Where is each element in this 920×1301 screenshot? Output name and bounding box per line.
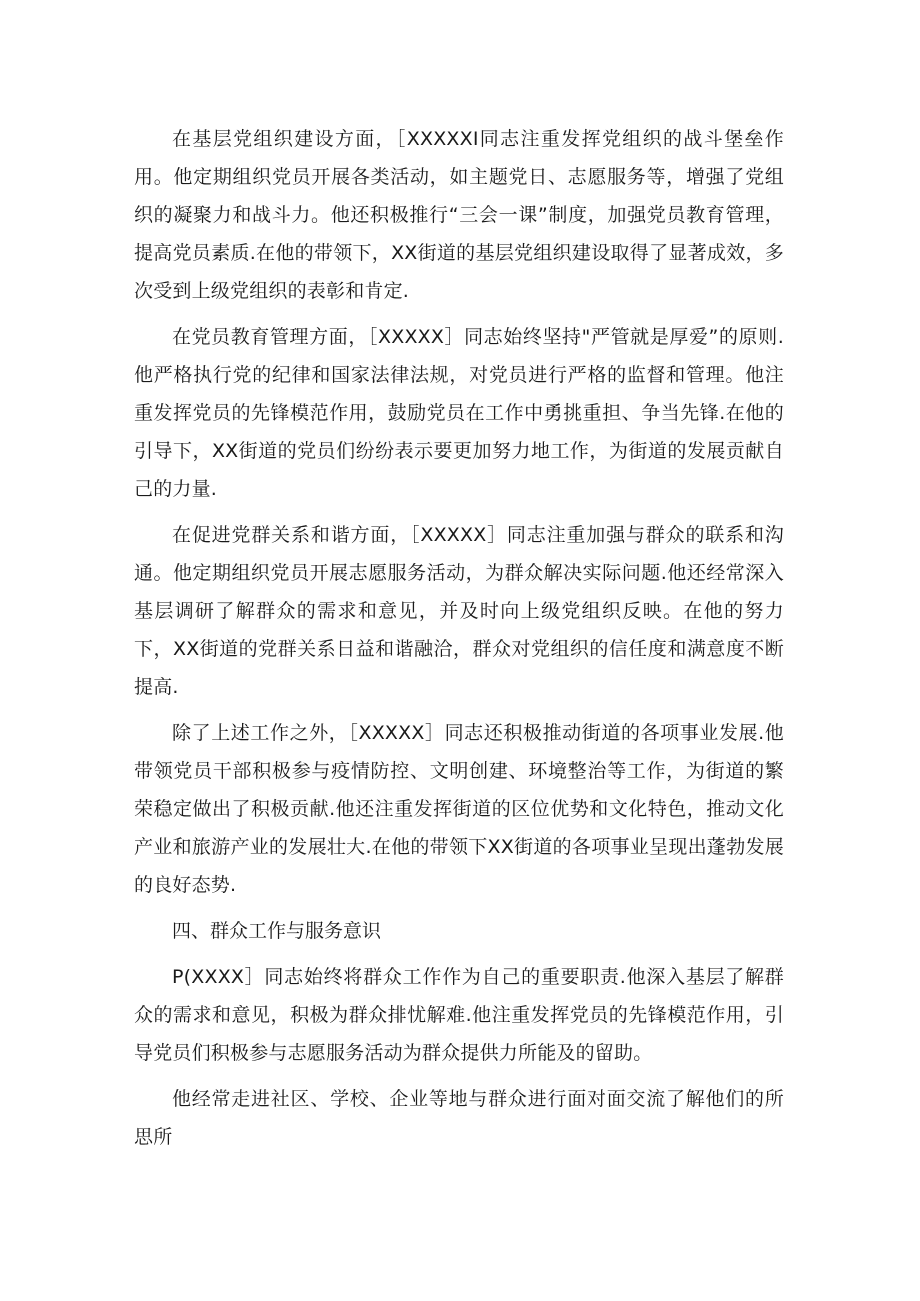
document-body	[134, 120, 784, 1164]
paragraph-mass-work: P(XXXX］同志始终将群众工作作为自己的重要职责.他深入基层了解群众的需求和意见，积极为群众排忧解难.他注重发挥党员的先锋模范作用，引导党员们积极参与志愿服务活动为群众提供力所能及的留助。	[134, 966, 784, 1064]
paragraph-community-visits: 他经常走进社区、学校、企业等地与群众进行面对面交流了解他们的所思所	[134, 1088, 784, 1148]
paragraph-party-organization: 在基层党组织建设方面，［XXXXXI同志注重发挥党组织的战斗堡垒作用。他定期组织党员开展各类活动，如主题党日、志愿服务等，增强了党组织的凝聚力和战斗力。他还积极推行“三会一课”制度，加强党员教育管理，提高党员素质.在他的带领下，XX街道的基层党组织建设取得了显著成效，多次受到上级党组织的表彰和肯定.	[134, 128, 784, 302]
paragraph-street-development: 除了上述工作之外，［XXXXX］同志还积极推动街道的各项事业发展.他带领党员干部积极参与疫情防控、文明创建、环境整治等工作，为街道的繁荣稳定做出了积极贡献.他还注重发挥街道的区位优势和文化特色，推动文化产业和旅游产业的发展壮大.在他的带领下XX街道的各项事业呈现出蓬勃发展的良好态势.	[134, 722, 784, 896]
paragraph-party-mass-relations: 在促进党群关系和谐方面，［XXXXX］同志注重加强与群众的联系和沟通。他定期组织党员开展志愿服务活动，为群众解决实际问题.他还经常深入基层调研了解群众的需求和意见，并及时向上级党组织反映。在他的努力下，XX街道的党群关系日益和谐融洽，群众对党组织的信任度和满意度不断提高.	[134, 524, 784, 698]
paragraph-member-education: 在党员教育管理方面，［XXXXX］同志始终坚持"严管就是厚爱”的原则.他严格执行党的纪律和国家法律法规，对党员进行严格的监督和管理。他注重发挥党员的先锋模范作用，鼓励党员在工作中勇挑重担、争当先锋.在他的引导下，XX街道的党员们纷纷表示要更加努力地工作，为街道的发展贡献自己的力量.	[134, 326, 784, 500]
section-heading: 四、群众工作与服务意识	[172, 920, 382, 942]
